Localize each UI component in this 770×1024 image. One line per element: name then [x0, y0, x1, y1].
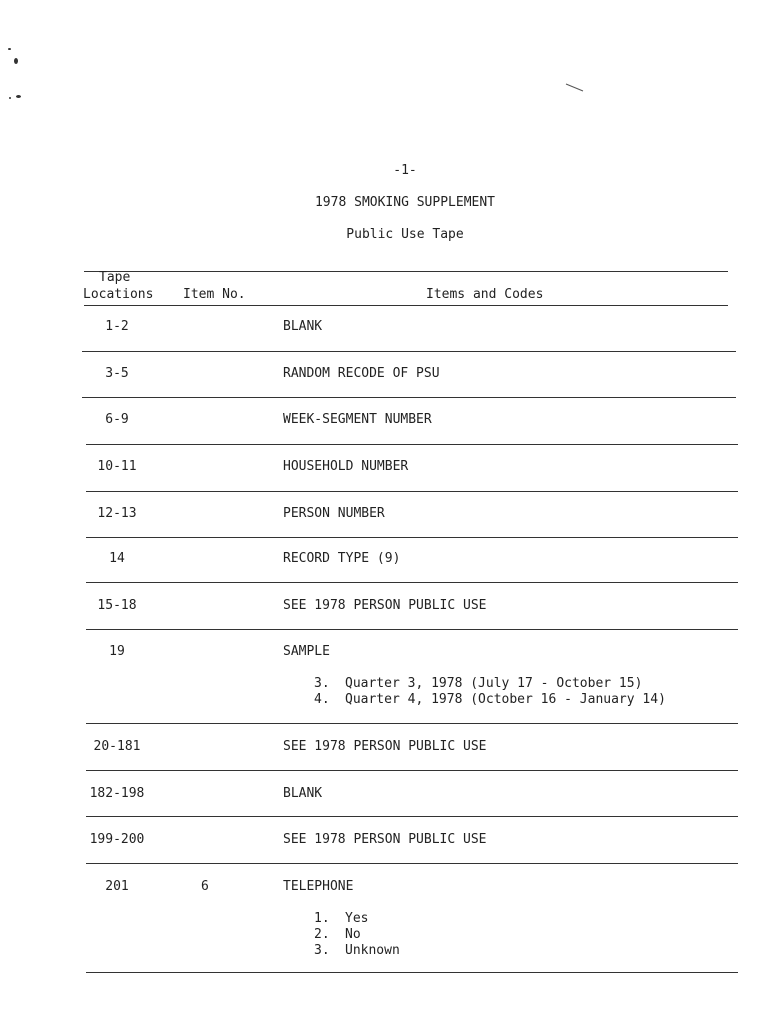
code-label: No — [345, 927, 361, 942]
header-bottom-rule — [84, 305, 728, 306]
tape-location: 199-200 — [89, 832, 145, 847]
code-label: Unknown — [345, 943, 400, 958]
item-description: RANDOM RECODE OF PSU — [283, 366, 440, 381]
row-rule — [86, 863, 738, 864]
item-description: BLANK — [283, 786, 323, 801]
code-label: Quarter 3, 1978 (July 17 - October 15) — [345, 676, 643, 691]
row-rule — [86, 770, 738, 771]
code-number: 1. — [314, 911, 330, 926]
item-number: 6 — [201, 879, 209, 894]
scan-mark — [565, 82, 585, 92]
item-description: SEE 1978 PERSON PUBLIC USE — [283, 739, 487, 754]
scan-speck — [14, 58, 18, 64]
document-title: 1978 SMOKING SUPPLEMENT — [314, 195, 495, 210]
tape-location: 19 — [109, 644, 125, 659]
tape-location: 6-9 — [105, 412, 129, 427]
tape-location: 3-5 — [105, 366, 129, 381]
item-description: BLANK — [283, 319, 323, 334]
item-description: HOUSEHOLD NUMBER — [283, 459, 409, 474]
row-rule — [86, 444, 738, 445]
item-description: PERSON NUMBER — [283, 506, 385, 521]
tape-location: 201 — [105, 879, 129, 894]
item-description: RECORD TYPE (9) — [283, 551, 401, 566]
document-subtitle: Public Use Tape — [346, 227, 464, 242]
code-number: 3. — [314, 943, 330, 958]
row-rule — [82, 397, 736, 398]
row-rule — [86, 537, 738, 538]
row-rule — [86, 629, 738, 630]
item-description: WEEK-SEGMENT NUMBER — [283, 412, 432, 427]
item-description: SAMPLE — [283, 644, 330, 659]
row-rule — [82, 351, 736, 352]
row-rule — [86, 972, 738, 973]
tape-location: 14 — [109, 551, 125, 566]
column-header-tape: Tape — [99, 270, 131, 285]
code-label: Quarter 4, 1978 (October 16 - January 14) — [345, 692, 666, 707]
item-description: SEE 1978 PERSON PUBLIC USE — [283, 598, 487, 613]
code-label: Yes — [345, 911, 369, 926]
tape-location: 20-181 — [93, 739, 141, 754]
row-rule — [86, 491, 738, 492]
tape-location: 182-198 — [89, 786, 145, 801]
tape-location: 15-18 — [97, 598, 137, 613]
row-rule — [86, 582, 738, 583]
item-description: SEE 1978 PERSON PUBLIC USE — [283, 832, 487, 847]
column-header-items-codes: Items and Codes — [426, 287, 544, 302]
scan-speck — [16, 95, 21, 98]
row-rule — [86, 723, 738, 724]
tape-location: 12-13 — [97, 506, 137, 521]
column-header-item-no: Item No. — [183, 287, 246, 302]
code-number: 3. — [314, 676, 330, 691]
scan-speck — [9, 97, 11, 99]
code-number: 2. — [314, 927, 330, 942]
row-rule — [86, 816, 738, 817]
code-number: 4. — [314, 692, 330, 707]
tape-location: 10-11 — [97, 459, 137, 474]
page-number: -1- — [393, 163, 417, 178]
table-top-rule — [84, 271, 728, 272]
item-description: TELEPHONE — [283, 879, 354, 894]
column-header-locations: Locations — [83, 287, 154, 302]
tape-location: 1-2 — [105, 319, 129, 334]
scan-speck — [8, 48, 11, 50]
